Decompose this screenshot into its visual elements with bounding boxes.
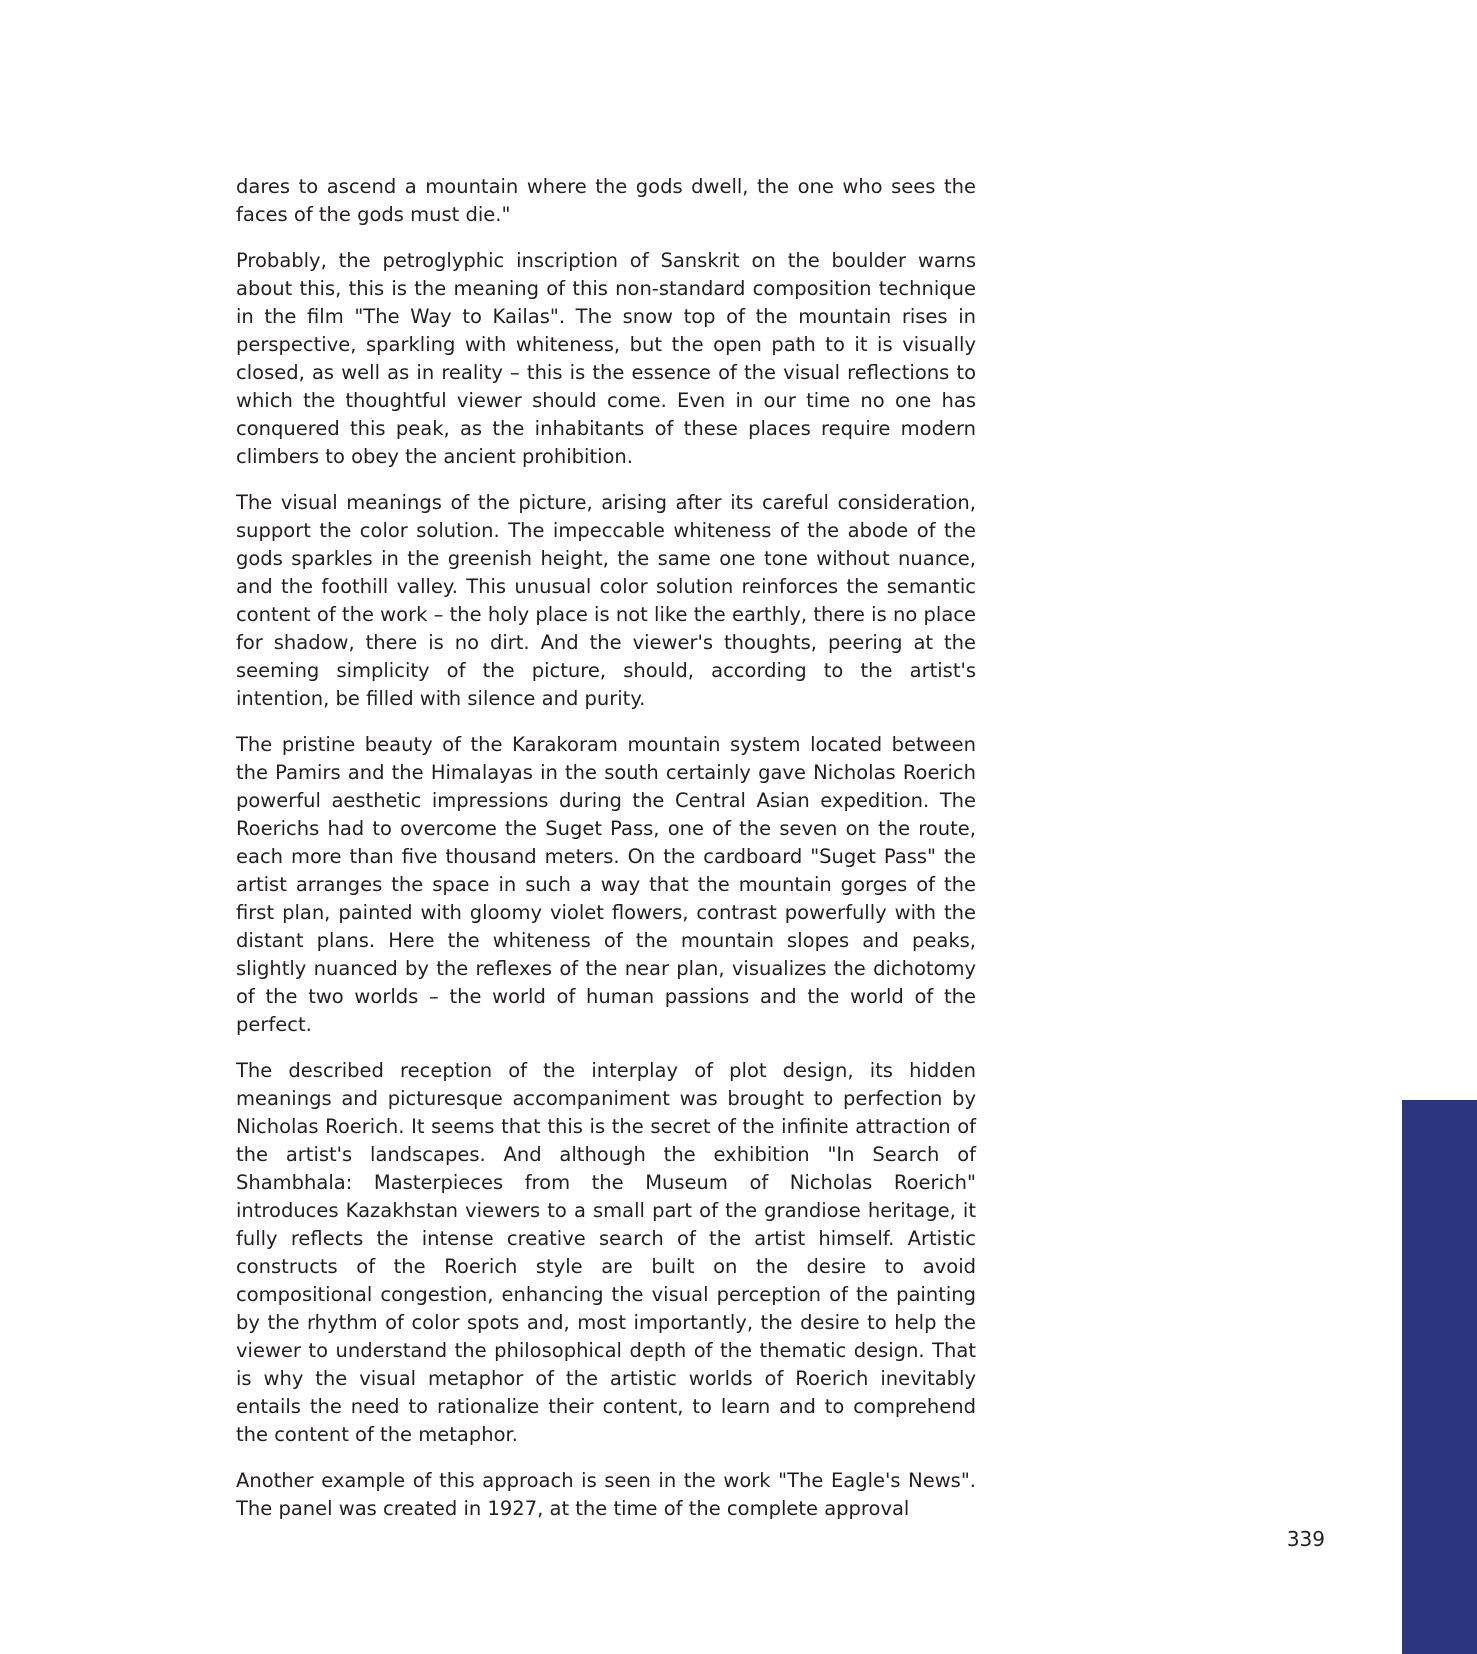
paragraph: The described reception of the interplay of plot design, its hidden meanings and picturesque accompaniment was brought to perfection by Nicholas Roerich. It seems that this is the secret of the infinite attraction of the artist's landscapes. And although the exhibition "In Search of Shambhala: Masterpieces from the Museum of Nicholas Roerich" introduces Kazakhstan viewers to a small part of the grandiose heritage, it fully reflects the intense creative search of the artist himself. Artistic constructs of the Roerich style are built on the desire to avoid compositional congestion, enhancing the visual perception of the painting by the rhythm of color spots and, most importantly, the desire to help the viewer to understand the philosophical depth of the thematic design. That is why the visual metaphor of the artistic worlds of Roerich inevitably entails the need to rationalize their content, to learn and to comprehend the content of the metaphor. [236, 1059, 976, 1446]
body-text-column [236, 173, 976, 1523]
paragraph: The visual meanings of the picture, arising after its careful consideration, support the color solution. The impeccable whiteness of the abode of the gods sparkles in the greenish height, the same one tone without nuance, and the foothill valley. This unusual color solution reinforces the semantic content of the work – the holy place is not like the earthly, there is no place for shadow, there is no dirt. And the viewer's thoughts, peering at the seeming simplicity of the picture, should, according to the artist's intention, be filled with silence and purity. [236, 491, 976, 710]
page-number: 339 [1286, 1527, 1325, 1551]
paragraph: Another example of this approach is seen in the work "The Eagle's News". The panel was created in 1927, at the time of the complete approval [236, 1469, 976, 1520]
paragraph: Probably, the petroglyphic inscription of Sanskrit on the boulder warns about this, this is the meaning of this non-standard composition technique in the film "The Way to Kailas". The snow top of the mountain rises in perspective, sparkling with whiteness, but the open path to it is visually closed, as well as in reality – this is the essence of the visual reflections to which the thoughtful viewer should come. Even in our time no one has conquered this peak, as the inhabitants of these places require modern climbers to obey the ancient prohibition. [236, 249, 976, 468]
paragraph: dares to ascend a mountain where the gods dwell, the one who sees the faces of the gods must die." [236, 175, 976, 226]
side-color-tab [1402, 1100, 1477, 1654]
paragraph: The pristine beauty of the Karakoram mountain system located between the Pamirs and the Himalayas in the south certainly gave Nicholas Roerich powerful aesthetic impressions during the Central Asian expedition. The Roerichs had to overcome the Suget Pass, one of the seven on the route, each more than five thousand meters. On the cardboard "Suget Pass" the artist arranges the space in such a way that the mountain gorges of the first plan, painted with gloomy violet flowers, contrast powerfully with the distant plans. Here the whiteness of the mountain slopes and peaks, slightly nuanced by the reflexes of the near plan, visualizes the dichotomy of the two worlds – the world of human passions and the world of the perfect. [236, 733, 976, 1036]
